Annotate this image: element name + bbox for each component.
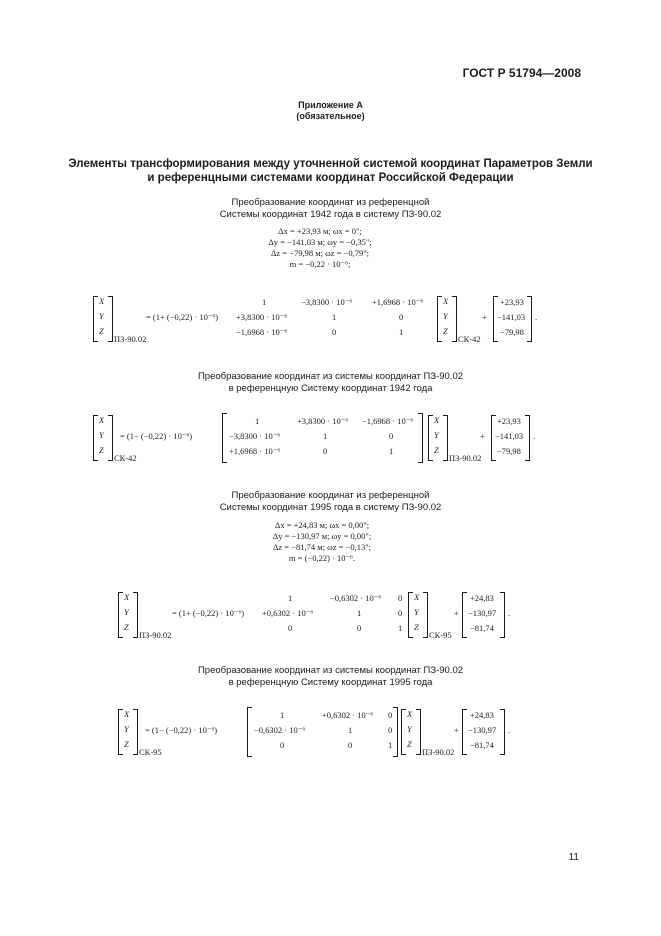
m13: −1,6968 · 10⁻⁶ (362, 416, 414, 426)
shift-dy: −141,03 (495, 431, 524, 441)
m22: 1 (332, 312, 337, 322)
scale-factor: = (1− (−0,22) · 10⁻⁶) (120, 431, 193, 441)
var-x: X (434, 415, 440, 425)
plus-sign: + (480, 431, 485, 441)
rhs-bracket-left (401, 709, 406, 755)
section-2-title (0, 371, 661, 395)
shift-dy: −141,03 (497, 312, 526, 322)
shift-dz: −81,74 (470, 623, 494, 633)
matrix-bracket-right (418, 413, 423, 463)
var-z: Z (414, 622, 419, 632)
m32: 0 (357, 623, 362, 633)
rhs-bracket-right (452, 296, 457, 342)
scale-factor: = (1− (−0,22) · 10⁻⁶) (145, 725, 218, 735)
m21: −0,6302 · 10⁻⁶ (254, 725, 306, 735)
shift-bracket-right (500, 592, 505, 638)
m23: 0 (389, 431, 394, 441)
rhs-subscript: ПЗ-90.02 (422, 747, 455, 757)
m31: −1,6968 · 10⁻⁶ (236, 327, 288, 337)
plus-sign: + (454, 725, 459, 735)
equation-3 (0, 588, 661, 644)
var-z: Z (99, 326, 104, 336)
end-dot: . (533, 431, 536, 441)
var-z: Z (407, 739, 412, 749)
plus-sign: + (482, 312, 487, 322)
section-3-title-line-2: Системы координат 1995 года в систему ПЗ-90.02 (219, 502, 442, 513)
m31: 0 (280, 740, 285, 750)
section-1-title-line-1: Преобразование координат из референцной (231, 197, 430, 208)
lhs-subscript: ПЗ-90.02 (139, 630, 172, 640)
rhs-subscript: СК-95 (429, 630, 452, 640)
var-z: Z (443, 326, 448, 336)
section-4-title-line-2: в референцную Систему координат 1995 года (228, 677, 433, 688)
m32: 0 (348, 740, 353, 750)
appendix-header (0, 100, 661, 122)
var-x: X (407, 709, 413, 719)
m22: 1 (357, 608, 362, 618)
section-4-title (0, 665, 661, 689)
m13: +1,6968 · 10⁻⁶ (372, 297, 424, 307)
var-z: Z (434, 445, 439, 455)
rhs-bracket-left (408, 592, 413, 638)
appendix-title: Приложение А (298, 100, 363, 110)
shift-bracket-left (462, 709, 467, 755)
lhs-bracket-left (118, 592, 123, 638)
end-dot: . (508, 608, 511, 618)
lhs-bracket-left (118, 709, 123, 755)
m22: 1 (323, 431, 328, 441)
m11: 1 (280, 710, 285, 720)
m23: 0 (398, 608, 403, 618)
equation-1 (0, 292, 661, 348)
m11: 1 (255, 416, 260, 426)
lhs-subscript: СК-95 (139, 747, 162, 757)
var-z: Z (124, 622, 129, 632)
shift-dx: +23,93 (497, 416, 521, 426)
rhs-subscript: ПЗ-90.02 (449, 453, 482, 463)
m33: 1 (399, 327, 404, 337)
m21: +0,6302 · 10⁻⁶ (262, 608, 314, 618)
m12: −3,8300 · 10⁻⁶ (301, 297, 353, 307)
m21: −3,8300 · 10⁻⁶ (229, 431, 281, 441)
plus-sign: + (454, 608, 459, 618)
shift-dz: −79,98 (497, 446, 521, 456)
m32: 0 (323, 446, 328, 456)
var-y: Y (407, 724, 412, 734)
rhs-bracket-left (428, 415, 433, 461)
var-x: X (99, 415, 105, 425)
m33: 1 (388, 740, 393, 750)
var-y: Y (414, 607, 419, 617)
m13: 0 (398, 593, 403, 603)
m12: +3,8300 · 10⁻⁶ (297, 416, 349, 426)
section-3-title (0, 490, 661, 514)
rhs-bracket-right (423, 592, 428, 638)
lhs-subscript: ПЗ-90.02 (114, 334, 147, 344)
param-dz: Δz = −79,98 м; ωz = −0,79"; (270, 248, 370, 258)
lhs-bracket-right (133, 592, 138, 638)
var-y: Y (124, 724, 129, 734)
lhs-subscript: СК-42 (114, 453, 137, 463)
heading-line-1: Элементы трансформирования между уточненной системой координат Параметров Земли (68, 158, 593, 170)
heading-line-2: и референцными системами координат Российской Федерации (147, 172, 514, 184)
param-m: m = −0,22 · 10⁻⁶; (289, 259, 351, 269)
m23: 0 (399, 312, 404, 322)
equation-4 (0, 705, 661, 761)
rhs-bracket-left (437, 296, 442, 342)
m33: 1 (398, 623, 403, 633)
end-dot: . (535, 312, 538, 322)
m31: +1,6968 · 10⁻⁶ (229, 446, 281, 456)
m31: 0 (288, 623, 293, 633)
appendix-note: (обязательное) (296, 111, 365, 121)
var-x: X (99, 296, 105, 306)
var-y: Y (99, 311, 104, 321)
equation-2 (0, 411, 661, 467)
var-y: Y (124, 607, 129, 617)
shift-dx: +23,93 (500, 297, 524, 307)
var-y: Y (434, 430, 439, 440)
section-3-params (247, 520, 397, 564)
m12: +0,6302 · 10⁻⁶ (322, 710, 374, 720)
shift-dz: −79,98 (500, 327, 524, 337)
m32: 0 (332, 327, 337, 337)
var-z: Z (99, 445, 104, 455)
param-m: m = (−0,22) · 10⁻⁶. (288, 553, 356, 563)
scale-factor: = (1+ (−0,22) · 10⁻⁶) (146, 312, 219, 322)
section-4-title-line-1: Преобразование координат из системы координат ПЗ-90.02 (197, 665, 464, 676)
lhs-bracket-right (133, 709, 138, 755)
section-1-title-line-2: Системы координат 1942 года в систему ПЗ-90.02 (219, 209, 442, 220)
shift-bracket-right (525, 415, 530, 461)
section-1-params (250, 226, 390, 270)
var-z: Z (124, 739, 129, 749)
rhs-bracket-right (443, 415, 448, 461)
var-y: Y (99, 430, 104, 440)
m33: 1 (389, 446, 394, 456)
section-1-title (0, 197, 661, 221)
m12: −0,6302 · 10⁻⁶ (330, 593, 382, 603)
shift-dz: −81,74 (470, 740, 494, 750)
matrix-bracket-left (247, 707, 252, 757)
lhs-bracket-left (93, 296, 98, 342)
standard-number: ГОСТ Р 51794—2008 (462, 66, 581, 80)
lhs-bracket-right (108, 296, 113, 342)
m11: 1 (262, 297, 267, 307)
m21: +3,8300 · 10⁻⁶ (236, 312, 288, 322)
var-x: X (443, 296, 449, 306)
scale-factor: = (1+ (−0,22) · 10⁻⁶) (172, 608, 245, 618)
shift-dy: −130,97 (468, 608, 497, 618)
rhs-subscript: СК-42 (458, 334, 481, 344)
shift-bracket-right (500, 709, 505, 755)
m23: 0 (388, 725, 393, 735)
param-dy: Δy = −130,97 м; ωy = 0,00"; (272, 531, 372, 541)
m11: 1 (288, 593, 293, 603)
m13: 0 (388, 710, 393, 720)
shift-dy: −130,97 (468, 725, 497, 735)
shift-dx: +24,83 (470, 710, 494, 720)
section-heading (0, 157, 661, 185)
param-dx: Δx = +24,83 м; ωx = 0,00"; (274, 520, 370, 530)
shift-bracket-left (462, 592, 467, 638)
lhs-bracket-left (93, 415, 98, 461)
param-dz: Δz = −81,74 м; ωz = −0,13"; (272, 542, 372, 552)
var-x: X (414, 592, 420, 602)
shift-bracket-right (527, 296, 532, 342)
section-3-title-line-1: Преобразование координат из референцной (231, 490, 430, 501)
end-dot: . (508, 725, 511, 735)
lhs-bracket-right (108, 415, 113, 461)
section-2-title-line-2: в референцную Систему координат 1942 года (228, 383, 433, 394)
m22: 1 (348, 725, 353, 735)
shift-dx: +24,83 (470, 593, 494, 603)
var-y: Y (443, 311, 448, 321)
var-x: X (124, 709, 130, 719)
matrix-bracket-right (393, 707, 398, 757)
rhs-bracket-right (416, 709, 421, 755)
page-number: 11 (568, 852, 579, 863)
param-dx: Δx = +23,93 м; ωx = 0"; (278, 226, 362, 236)
param-dy: Δy = −141,03 м; ωy = −0,35"; (268, 237, 372, 247)
var-x: X (124, 592, 130, 602)
section-2-title-line-1: Преобразование координат из системы координат ПЗ-90.02 (197, 371, 464, 382)
matrix-bracket-left (222, 413, 227, 463)
